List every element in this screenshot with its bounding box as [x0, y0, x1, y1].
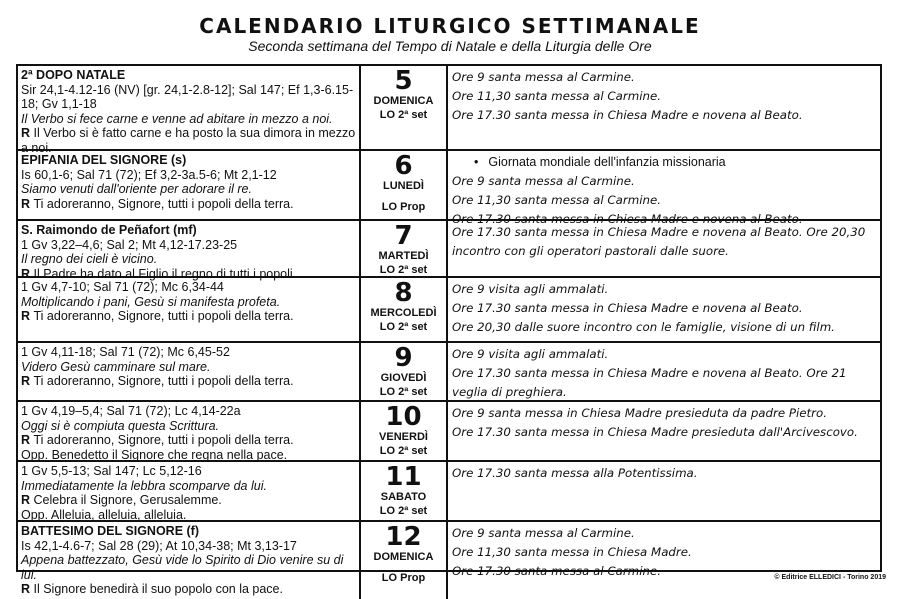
date-cell — [361, 402, 448, 462]
response-text: Ti adoreranno, Signore, tutti i popoli della terra. — [33, 309, 294, 324]
weekday-label: SABATO — [380, 491, 427, 503]
liturgy-cell — [18, 278, 361, 343]
events-cell — [448, 278, 880, 343]
bullet-note: • Giornata mondiale dell'infanzia missionaria — [452, 153, 876, 172]
liturgy-cell — [18, 462, 361, 522]
office-rank: LO 2ª set — [379, 386, 428, 398]
antiphon-text: Il regno dei cieli è vicino. — [21, 252, 158, 267]
liturgy-cell — [18, 151, 361, 221]
response-marker: R — [21, 196, 34, 211]
date-cell — [361, 278, 448, 343]
readings-text: 1 Gv 3,22–4,6; Sal 2; Mt 4,12-17.23-25 — [21, 237, 238, 252]
day-number: 7 — [394, 221, 413, 251]
response-marker: R — [21, 266, 34, 281]
events-cell — [448, 151, 880, 226]
response-line — [21, 197, 356, 212]
event-line: Ore 17.30 santa messa in Chiesa Madre e novena al Beato. Ore 20,30 incontro con gli operatori pastorali dalle suore. — [452, 225, 866, 258]
event-line: Ore 17.30 santa messa in Chiesa Madre e novena al Beato. — [452, 108, 803, 122]
date-cell — [361, 66, 448, 151]
response-text: Il Padre ha dato al Figlio il regno di tutti i popoli. — [33, 266, 297, 281]
readings-text: Is 42,1-4.6-7; Sal 28 (29); At 10,34-38; Mt 3,13-17 — [21, 538, 297, 553]
readings-text: Opp. Alleluia, alleluia, alleluia. — [21, 507, 187, 522]
response-text: Celebra il Signore, Gerusalemme. — [33, 493, 222, 508]
response-marker: R — [21, 126, 34, 141]
feast-title: BATTESIMO DEL SIGNORE (f) — [21, 524, 200, 538]
event-line: Ore 9 santa messa al Carmine. — [452, 70, 635, 84]
antiphon-text: Appena battezzato, Gesù vide lo Spirito di Dio venire su di lui. — [21, 553, 344, 582]
response-marker: R — [21, 433, 34, 448]
office-rank: LO 2ª set — [379, 264, 428, 276]
liturgy-cell — [18, 66, 361, 155]
antiphon-text: Moltiplicando i pani, Gesù si manifesta profeta. — [21, 294, 281, 309]
date-cell — [361, 522, 448, 599]
response-text: Il Verbo si è fatto carne e ha posto la sua dimora in mezzo a noi. — [21, 126, 356, 155]
event-line: Ore 9 santa messa in Chiesa Madre presieduta da padre Pietro. — [452, 406, 827, 420]
weekday-label: LUNEDÌ — [383, 180, 424, 192]
event-line: Ore 11,30 santa messa al Carmine. — [452, 193, 661, 207]
weekday-label: MARTEDÌ — [378, 250, 429, 262]
liturgy-cell — [18, 522, 361, 599]
response-line — [21, 493, 356, 508]
response-line — [21, 433, 356, 448]
response-marker: R — [21, 493, 34, 508]
office-rank: LO 2ª set — [379, 505, 428, 517]
antiphon-text: Il Verbo si fece carne e venne ad abitare in mezzo a noi. — [21, 111, 333, 126]
event-line: Ore 17.30 santa messa al Carmine. — [452, 564, 661, 578]
response-marker: R — [21, 374, 34, 389]
antiphon-text: Siamo venuti dall'oriente per adorare il re. — [21, 182, 252, 197]
response-text: Ti adoreranno, Signore, tutti i popoli della terra. — [33, 374, 294, 389]
events-cell — [448, 221, 880, 278]
day-number: 12 — [385, 522, 422, 552]
events-cell — [448, 462, 880, 522]
events-cell — [448, 66, 880, 151]
office-rank: LO 2ª set — [379, 445, 428, 457]
antiphon-text: Videro Gesù camminare sul mare. — [21, 359, 211, 374]
feast-title: 2ª DOPO NATALE — [21, 68, 126, 82]
readings-text: 1 Gv 4,11-18; Sal 71 (72); Mc 6,45-52 — [21, 345, 230, 359]
response-line — [21, 309, 356, 324]
liturgy-cell — [18, 221, 361, 281]
event-line: Ore 17.30 santa messa in Chiesa Madre e novena al Beato. — [452, 212, 803, 226]
response-line — [21, 374, 356, 389]
response-marker: R — [21, 582, 34, 597]
office-rank: LO Prop — [381, 572, 426, 584]
readings-text: 1 Gv 4,19–5,4; Sal 71 (72); Lc 4,14-22a — [21, 404, 241, 418]
event-line: Ore 11,30 santa messa al Carmine. — [452, 89, 661, 103]
liturgy-cell — [18, 343, 361, 402]
liturgy-cell — [18, 402, 361, 462]
readings-text: Sir 24,1-4.12-16 (NV) [gr. 24,1-2.8-12]; Sal 147; Ef 1,3-6.15-18; Gv 1,1-18 — [21, 82, 354, 112]
event-line: Ore 11,30 santa messa in Chiesa Madre. — [452, 545, 692, 559]
readings-text: 1 Gv 4,7-10; Sal 71 (72); Mc 6,34-44 — [21, 280, 224, 294]
day-number: 8 — [394, 278, 413, 308]
date-cell — [361, 151, 448, 221]
event-line: Ore 9 santa messa al Carmine. — [452, 174, 635, 188]
response-text: Ti adoreranno, Signore, tutti i popoli della terra. — [33, 433, 294, 448]
weekday-label: MERCOLEDÌ — [370, 307, 437, 319]
weekday-label: DOMENICA — [373, 95, 434, 107]
response-marker: R — [21, 309, 34, 324]
office-rank: LO 2ª set — [379, 321, 428, 333]
antiphon-text: Oggi si è compiuta questa Scrittura. — [21, 418, 220, 433]
event-line: Ore 17.30 santa messa in Chiesa Madre e novena al Beato. — [452, 301, 803, 315]
readings-text: 1 Gv 5,5-13; Sal 147; Lc 5,12-16 — [21, 464, 202, 478]
antiphon-text: Immediatamente la lebbra scomparve da lui. — [21, 478, 267, 493]
event-line: Ore 17.30 santa messa alla Potentissima. — [452, 466, 698, 480]
event-line: Ore 9 santa messa al Carmine. — [452, 526, 635, 540]
event-line: Ore 20,30 dalle suore incontro con le famiglie, visione di un film. — [452, 320, 835, 334]
weekday-label: VENERDÌ — [379, 431, 428, 443]
weekday-label: GIOVEDÌ — [380, 372, 427, 384]
day-number: 9 — [394, 343, 413, 373]
response-text: Il Signore benedirà il suo popolo con la pace. — [33, 582, 283, 597]
feast-title: EPIFANIA DEL SIGNORE (s) — [21, 153, 187, 167]
events-cell — [448, 402, 880, 462]
response-line — [21, 582, 356, 597]
page-subtitle: Seconda settimana del Tempo di Natale e della Liturgia delle Ore — [248, 38, 652, 54]
day-number: 5 — [394, 66, 413, 96]
weekday-label: DOMENICA — [373, 551, 434, 563]
office-rank: LO Prop — [381, 201, 426, 213]
date-cell — [361, 343, 448, 402]
date-cell — [361, 221, 448, 278]
response-text: Ti adoreranno, Signore, tutti i popoli della terra. — [33, 196, 294, 211]
readings-text: Opp. Benedetto il Signore che regna nella pace. — [21, 447, 288, 462]
day-number: 11 — [385, 462, 422, 492]
date-cell — [361, 462, 448, 522]
day-number: 10 — [385, 402, 422, 432]
event-line: Ore 9 visita agli ammalati. — [452, 347, 609, 361]
day-number: 6 — [394, 151, 413, 181]
event-line: Ore 9 visita agli ammalati. — [452, 282, 609, 296]
event-line: Ore 17.30 santa messa in Chiesa Madre e novena al Beato. Ore 21 veglia di preghiera. — [452, 366, 847, 399]
page-title: CALENDARIO LITURGICO SETTIMANALE — [199, 14, 701, 38]
copyright-footer: © Editrice ELLEDICI - Torino 2019 — [774, 574, 886, 581]
events-cell — [448, 522, 880, 599]
feast-title: S. Raimondo de Peñafort (mf) — [21, 223, 197, 237]
readings-text: Is 60,1-6; Sal 71 (72); Ef 3,2-3a.5-6; Mt 2,1-12 — [21, 167, 277, 182]
office-rank: LO 2ª set — [379, 109, 428, 121]
events-cell — [448, 343, 880, 402]
event-line: Ore 17.30 santa messa in Chiesa Madre presieduta dall'Arcivescovo. — [452, 425, 858, 439]
